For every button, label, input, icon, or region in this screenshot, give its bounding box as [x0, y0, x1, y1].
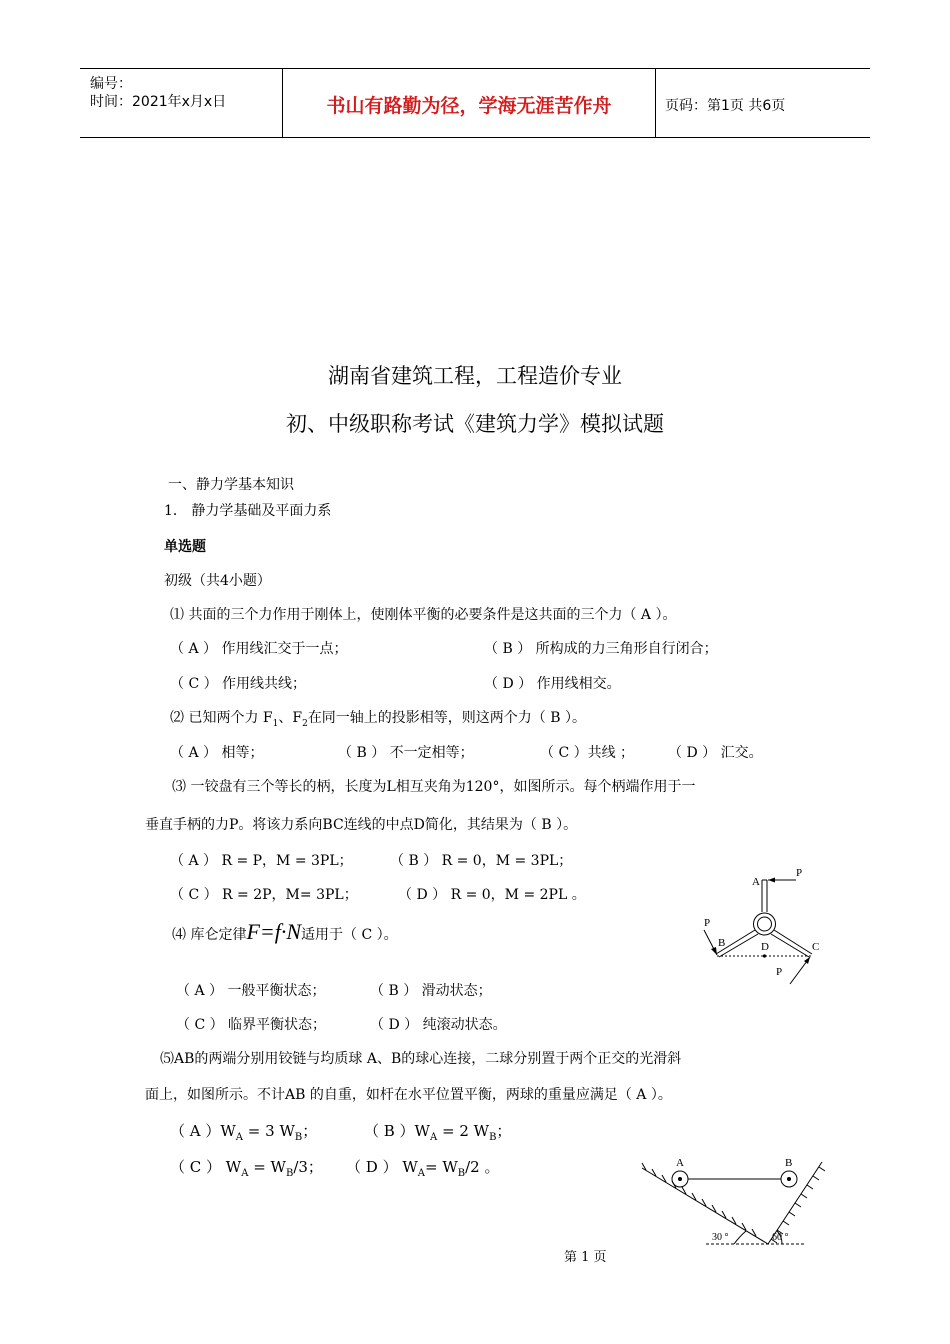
q2-option-c: （ C ）共线 ；	[540, 745, 635, 761]
q2-option-d: （ D ） 汇交。	[668, 745, 763, 761]
ball-b-center	[787, 1177, 791, 1181]
q2-sub-1: 1	[272, 718, 279, 729]
header-right-cell	[655, 69, 870, 137]
footer-page-number: 第 1 页	[564, 1250, 607, 1265]
q4-option-a: （ A ） 一般平衡状态；	[176, 983, 326, 999]
ball-a-center	[678, 1177, 682, 1181]
q4-option-d: （ D ） 纯滚动状态。	[370, 1017, 507, 1033]
point-d	[763, 954, 766, 957]
q2-stem-post: 在同一轴上的投影相等，则这两个力（ B ）。	[307, 710, 586, 726]
q3-stem-1: ⑶ 一铰盘有三个等长的柄，长度为L相互夹角为120°，如图所示。每个柄端作用于一	[172, 779, 696, 795]
q5-option-c-rest: = W	[248, 1158, 286, 1176]
header-left-cell	[80, 69, 282, 137]
q5-option-c	[170, 1156, 323, 1179]
q2-option-b: （ B ） 不一定相等；	[338, 745, 474, 761]
q5-stem-2: 面上，如图所示。不计AB 的自重，如杆在水平位置平衡，两球的重量应满足（ A ）。	[145, 1087, 672, 1103]
q5-b-sub-1: A	[429, 1132, 438, 1143]
chapter-heading: 1． 静力学基础及平面力系	[164, 503, 332, 519]
fig2-label-b: B	[785, 1157, 793, 1169]
title-line-1: 湖南省建筑工程，工程造价专业	[328, 364, 622, 388]
q5-option-d-label: （ D ） W	[346, 1158, 418, 1176]
q4-option-b: （ B ） 滑动状态；	[370, 983, 492, 999]
q3-option-a: （ A ） R = P，M = 3PL；	[170, 853, 353, 869]
fig1-label-p1: P	[796, 867, 803, 879]
q5-option-c-end: /3；	[293, 1158, 323, 1176]
fig2-angle-60: 60 °	[772, 1232, 789, 1243]
fig1-label-d: D	[761, 941, 769, 953]
q5-d-sub-2: B	[457, 1168, 466, 1179]
q1-option-b: （ B ） 所构成的力三角形自行闭合；	[484, 641, 718, 657]
serial-label: 编号：	[90, 76, 132, 92]
q4-stem	[172, 918, 398, 949]
fig1-label-p3: P	[776, 966, 783, 978]
q4-stem-pre: ⑷ 库仑定律	[172, 927, 247, 943]
q1-option-d: （ D ） 作用线相交。	[484, 676, 621, 692]
q5-d-sub-1: A	[417, 1168, 425, 1179]
q5-a-sub-1: A	[235, 1132, 244, 1143]
motto: 书山有路勤为径，学海无涯苦作舟	[326, 95, 612, 117]
q1-option-c: （ C ） 作用线共线；	[170, 676, 307, 692]
part-heading: 一、静力学基本知识	[168, 477, 294, 493]
arrow-head-a	[768, 878, 775, 883]
q3-option-b: （ B ） R = 0，M = 3PL；	[390, 853, 573, 869]
q5-option-b-rest: = 2 W	[437, 1122, 490, 1140]
coulomb-formula: F=f·N	[246, 919, 302, 944]
title-line-2: 初、中级职称考试《建筑力学》模拟试题	[286, 412, 664, 436]
q5-option-d	[346, 1156, 499, 1179]
q2-sub-2: 2	[302, 718, 308, 729]
q2-option-a: （ A ） 相等；	[170, 745, 264, 761]
q5-option-b-label: （ B ）W	[364, 1122, 430, 1140]
q5-a-sub-2: B	[294, 1132, 303, 1143]
q5-option-b-semi: ；	[496, 1122, 512, 1140]
q3-option-c: （ C ） R = 2P，M= 3PL；	[170, 887, 358, 903]
date-label: 时间：2021年x月x日	[90, 94, 227, 110]
q5-option-a-rest: = 3 W	[243, 1122, 295, 1140]
q2-stem-pre: ⑵ 已知两个力 F	[170, 710, 273, 726]
q5-c-sub-1: A	[241, 1168, 249, 1179]
q5-option-a-label: （ A ）W	[170, 1122, 236, 1140]
arrow-head-b	[711, 947, 717, 955]
inclined-planes-figure	[636, 1152, 836, 1248]
q3-stem-2: 垂直手柄的力P。将该力系向BC连线的中点D简化，其结果为（ B ）。	[145, 817, 578, 833]
q5-option-b	[364, 1120, 511, 1143]
q5-option-d-end: /2 。	[465, 1158, 500, 1176]
q5-option-a	[170, 1120, 317, 1143]
winch-figure	[690, 858, 840, 988]
q4-option-c: （ C ） 临界平衡状态；	[176, 1017, 327, 1033]
fig1-label-b: B	[718, 937, 726, 949]
q1-stem: ⑴ 共面的三个力作用于刚体上，使刚体平衡的必要条件是这共面的三个力（ A ）。	[170, 607, 677, 623]
fig1-label-a: A	[752, 876, 760, 888]
page-info: 页码：第1页 共6页	[665, 98, 786, 114]
fig1-label-c: C	[812, 941, 820, 953]
fig1-label-p2: P	[704, 917, 711, 929]
q5-b-sub-2: B	[489, 1132, 497, 1143]
question-type: 单选题	[164, 539, 206, 555]
header-mid-cell	[282, 69, 656, 137]
q1-option-a: （ A ） 作用线汇交于一点；	[170, 641, 348, 657]
q2-stem-mid: 、F	[278, 710, 303, 726]
q5-option-a-semi: ；	[302, 1122, 318, 1140]
header-table	[80, 68, 870, 138]
q2-stem	[170, 707, 586, 729]
level-heading: 初级（共4小题）	[164, 573, 271, 589]
fig2-angle-30: 30 °	[712, 1232, 729, 1243]
arrow-head-c	[804, 957, 810, 964]
q4-stem-post: 适用于（ C ）。	[301, 927, 398, 943]
q5-stem-1: ⑸AB的两端分别用铰链与均质球 A、B的球心连接，二球分别置于两个正交的光滑斜	[160, 1051, 682, 1067]
q3-option-d: （ D ） R = 0，M = 2PL 。	[398, 887, 586, 903]
q5-c-sub-2: B	[285, 1168, 294, 1179]
fig2-label-a: A	[676, 1157, 684, 1169]
q5-option-d-rest: = W	[424, 1158, 458, 1176]
q5-option-c-label: （ C ） W	[170, 1158, 242, 1176]
